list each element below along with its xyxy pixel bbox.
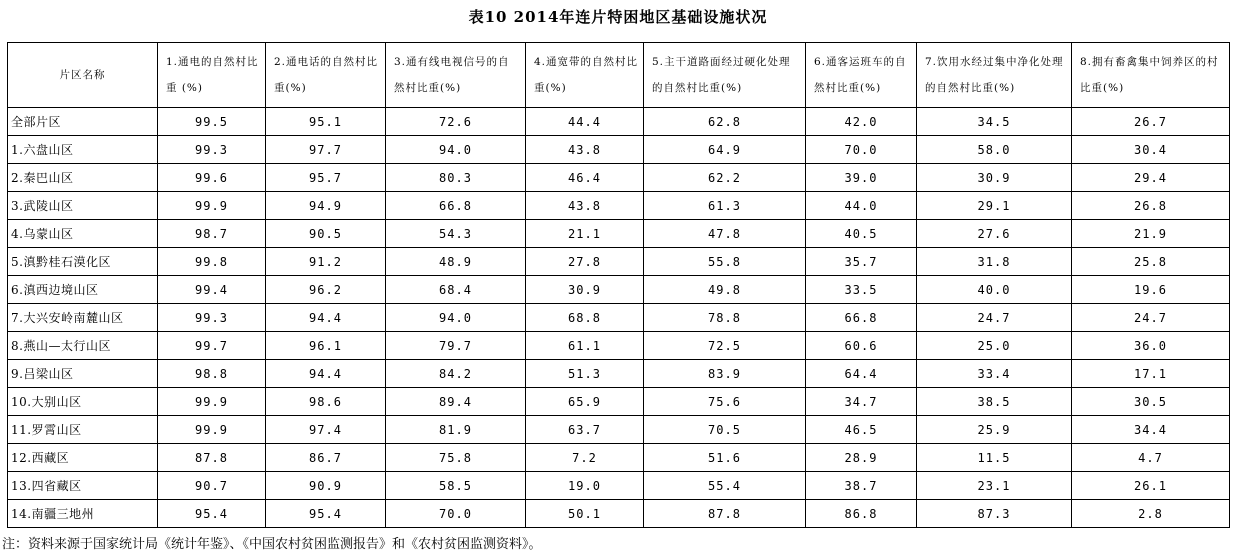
value-cell: 43.8	[526, 192, 644, 220]
value-cell: 60.6	[806, 332, 917, 360]
region-name-cell: 9.吕梁山区	[8, 360, 158, 388]
region-name-cell: 4.乌蒙山区	[8, 220, 158, 248]
value-cell: 63.7	[526, 416, 644, 444]
value-cell: 86.7	[266, 444, 386, 472]
value-cell: 70.0	[806, 136, 917, 164]
table-row	[8, 360, 1230, 388]
value-cell: 97.7	[266, 136, 386, 164]
value-cell: 34.7	[806, 388, 917, 416]
value-cell: 98.7	[158, 220, 266, 248]
value-cell: 94.0	[386, 304, 526, 332]
value-cell: 94.9	[266, 192, 386, 220]
value-cell: 38.5	[917, 388, 1072, 416]
column-header-livestock-area: 8.拥有畜禽集中饲养区的村比重(%)	[1072, 43, 1230, 108]
column-header-cable-tv: 3.通有线电视信号的自然村比重(%)	[386, 43, 526, 108]
region-name-cell: 3.武陵山区	[8, 192, 158, 220]
value-cell: 89.4	[386, 388, 526, 416]
value-cell: 99.3	[158, 304, 266, 332]
value-cell: 94.0	[386, 136, 526, 164]
value-cell: 96.2	[266, 276, 386, 304]
value-cell: 47.8	[644, 220, 806, 248]
value-cell: 99.4	[158, 276, 266, 304]
value-cell: 90.7	[158, 472, 266, 500]
value-cell: 30.4	[1072, 136, 1230, 164]
value-cell: 19.6	[1072, 276, 1230, 304]
value-cell: 97.4	[266, 416, 386, 444]
value-cell: 49.8	[644, 276, 806, 304]
table-row	[8, 444, 1230, 472]
table-row	[8, 416, 1230, 444]
value-cell: 61.3	[644, 192, 806, 220]
value-cell: 99.9	[158, 192, 266, 220]
value-cell: 58.0	[917, 136, 1072, 164]
value-cell: 99.9	[158, 416, 266, 444]
value-cell: 51.3	[526, 360, 644, 388]
value-cell: 36.0	[1072, 332, 1230, 360]
value-cell: 70.5	[644, 416, 806, 444]
value-cell: 96.1	[266, 332, 386, 360]
value-cell: 21.1	[526, 220, 644, 248]
value-cell: 98.8	[158, 360, 266, 388]
value-cell: 99.9	[158, 388, 266, 416]
value-cell: 64.4	[806, 360, 917, 388]
infrastructure-table	[7, 42, 1230, 528]
table-row	[8, 472, 1230, 500]
table-row	[8, 136, 1230, 164]
column-header-telephone: 2.通电话的自然村比重(%)	[266, 43, 386, 108]
value-cell: 54.3	[386, 220, 526, 248]
value-cell: 55.8	[644, 248, 806, 276]
value-cell: 98.6	[266, 388, 386, 416]
value-cell: 87.8	[158, 444, 266, 472]
value-cell: 27.8	[526, 248, 644, 276]
value-cell: 90.5	[266, 220, 386, 248]
value-cell: 62.2	[644, 164, 806, 192]
table-body	[8, 108, 1230, 528]
region-name-cell: 全部片区	[8, 108, 158, 136]
value-cell: 90.9	[266, 472, 386, 500]
value-cell: 79.7	[386, 332, 526, 360]
value-cell: 81.9	[386, 416, 526, 444]
value-cell: 50.1	[526, 500, 644, 528]
column-header-bus-service: 6.通客运班车的自然村比重(%)	[806, 43, 917, 108]
value-cell: 19.0	[526, 472, 644, 500]
value-cell: 87.3	[917, 500, 1072, 528]
value-cell: 27.6	[917, 220, 1072, 248]
value-cell: 94.4	[266, 360, 386, 388]
value-cell: 26.7	[1072, 108, 1230, 136]
table-row	[8, 248, 1230, 276]
value-cell: 43.8	[526, 136, 644, 164]
region-name-cell: 2.秦巴山区	[8, 164, 158, 192]
value-cell: 84.2	[386, 360, 526, 388]
value-cell: 68.4	[386, 276, 526, 304]
table-row	[8, 332, 1230, 360]
value-cell: 99.3	[158, 136, 266, 164]
value-cell: 66.8	[386, 192, 526, 220]
value-cell: 64.9	[644, 136, 806, 164]
value-cell: 61.1	[526, 332, 644, 360]
value-cell: 94.4	[266, 304, 386, 332]
region-name-cell: 10.大别山区	[8, 388, 158, 416]
table-row	[8, 164, 1230, 192]
header-row	[8, 43, 1230, 108]
value-cell: 55.4	[644, 472, 806, 500]
value-cell: 83.9	[644, 360, 806, 388]
value-cell: 99.6	[158, 164, 266, 192]
column-header-purified-water: 7.饮用水经过集中净化处理的自然村比重(%)	[917, 43, 1072, 108]
region-name-cell: 14.南疆三地州	[8, 500, 158, 528]
table-row	[8, 500, 1230, 528]
region-name-cell: 5.滇黔桂石漠化区	[8, 248, 158, 276]
region-name-cell: 13.四省藏区	[8, 472, 158, 500]
value-cell: 29.1	[917, 192, 1072, 220]
value-cell: 70.0	[386, 500, 526, 528]
column-header-electricity: 1.通电的自然村比重 (%)	[158, 43, 266, 108]
value-cell: 29.4	[1072, 164, 1230, 192]
value-cell: 38.7	[806, 472, 917, 500]
value-cell: 75.6	[644, 388, 806, 416]
value-cell: 99.7	[158, 332, 266, 360]
value-cell: 87.8	[644, 500, 806, 528]
value-cell: 39.0	[806, 164, 917, 192]
value-cell: 58.5	[386, 472, 526, 500]
value-cell: 25.0	[917, 332, 1072, 360]
source-footnote: 注：资料来源于国家统计局《统计年鉴》、《中国农村贫困监测报告》和《农村贫困监测资料》。	[2, 537, 542, 552]
table-title: 表10 2014年连片特困地区基础设施状况	[468, 8, 768, 26]
table-row	[8, 304, 1230, 332]
value-cell: 99.8	[158, 248, 266, 276]
value-cell: 40.0	[917, 276, 1072, 304]
value-cell: 80.3	[386, 164, 526, 192]
value-cell: 95.4	[158, 500, 266, 528]
value-cell: 17.1	[1072, 360, 1230, 388]
value-cell: 24.7	[917, 304, 1072, 332]
value-cell: 28.9	[806, 444, 917, 472]
value-cell: 99.5	[158, 108, 266, 136]
value-cell: 40.5	[806, 220, 917, 248]
column-header-region: 片区名称	[8, 43, 158, 108]
region-name-cell: 8.燕山—太行山区	[8, 332, 158, 360]
column-header-paved-road: 5.主干道路面经过硬化处理的自然村比重(%)	[644, 43, 806, 108]
value-cell: 66.8	[806, 304, 917, 332]
value-cell: 46.5	[806, 416, 917, 444]
value-cell: 75.8	[386, 444, 526, 472]
value-cell: 34.5	[917, 108, 1072, 136]
value-cell: 44.4	[526, 108, 644, 136]
region-name-cell: 6.滇西边境山区	[8, 276, 158, 304]
value-cell: 31.8	[917, 248, 1072, 276]
value-cell: 30.5	[1072, 388, 1230, 416]
value-cell: 95.7	[266, 164, 386, 192]
value-cell: 51.6	[644, 444, 806, 472]
table-row	[8, 192, 1230, 220]
value-cell: 34.4	[1072, 416, 1230, 444]
value-cell: 65.9	[526, 388, 644, 416]
region-name-cell: 11.罗霄山区	[8, 416, 158, 444]
value-cell: 23.1	[917, 472, 1072, 500]
value-cell: 72.6	[386, 108, 526, 136]
value-cell: 72.5	[644, 332, 806, 360]
value-cell: 46.4	[526, 164, 644, 192]
value-cell: 48.9	[386, 248, 526, 276]
value-cell: 35.7	[806, 248, 917, 276]
value-cell: 26.8	[1072, 192, 1230, 220]
value-cell: 30.9	[526, 276, 644, 304]
value-cell: 68.8	[526, 304, 644, 332]
column-header-broadband: 4.通宽带的自然村比重(%)	[526, 43, 644, 108]
value-cell: 33.5	[806, 276, 917, 304]
value-cell: 91.2	[266, 248, 386, 276]
value-cell: 24.7	[1072, 304, 1230, 332]
value-cell: 2.8	[1072, 500, 1230, 528]
region-name-cell: 1.六盘山区	[8, 136, 158, 164]
value-cell: 95.4	[266, 500, 386, 528]
table-row	[8, 276, 1230, 304]
region-name-cell: 12.西藏区	[8, 444, 158, 472]
value-cell: 78.8	[644, 304, 806, 332]
value-cell: 7.2	[526, 444, 644, 472]
table-row	[8, 220, 1230, 248]
table-row	[8, 388, 1230, 416]
value-cell: 11.5	[917, 444, 1072, 472]
value-cell: 33.4	[917, 360, 1072, 388]
value-cell: 25.9	[917, 416, 1072, 444]
value-cell: 86.8	[806, 500, 917, 528]
table-row	[8, 108, 1230, 136]
value-cell: 26.1	[1072, 472, 1230, 500]
value-cell: 21.9	[1072, 220, 1230, 248]
value-cell: 62.8	[644, 108, 806, 136]
region-name-cell: 7.大兴安岭南麓山区	[8, 304, 158, 332]
value-cell: 44.0	[806, 192, 917, 220]
value-cell: 4.7	[1072, 444, 1230, 472]
value-cell: 25.8	[1072, 248, 1230, 276]
value-cell: 30.9	[917, 164, 1072, 192]
value-cell: 42.0	[806, 108, 917, 136]
value-cell: 95.1	[266, 108, 386, 136]
